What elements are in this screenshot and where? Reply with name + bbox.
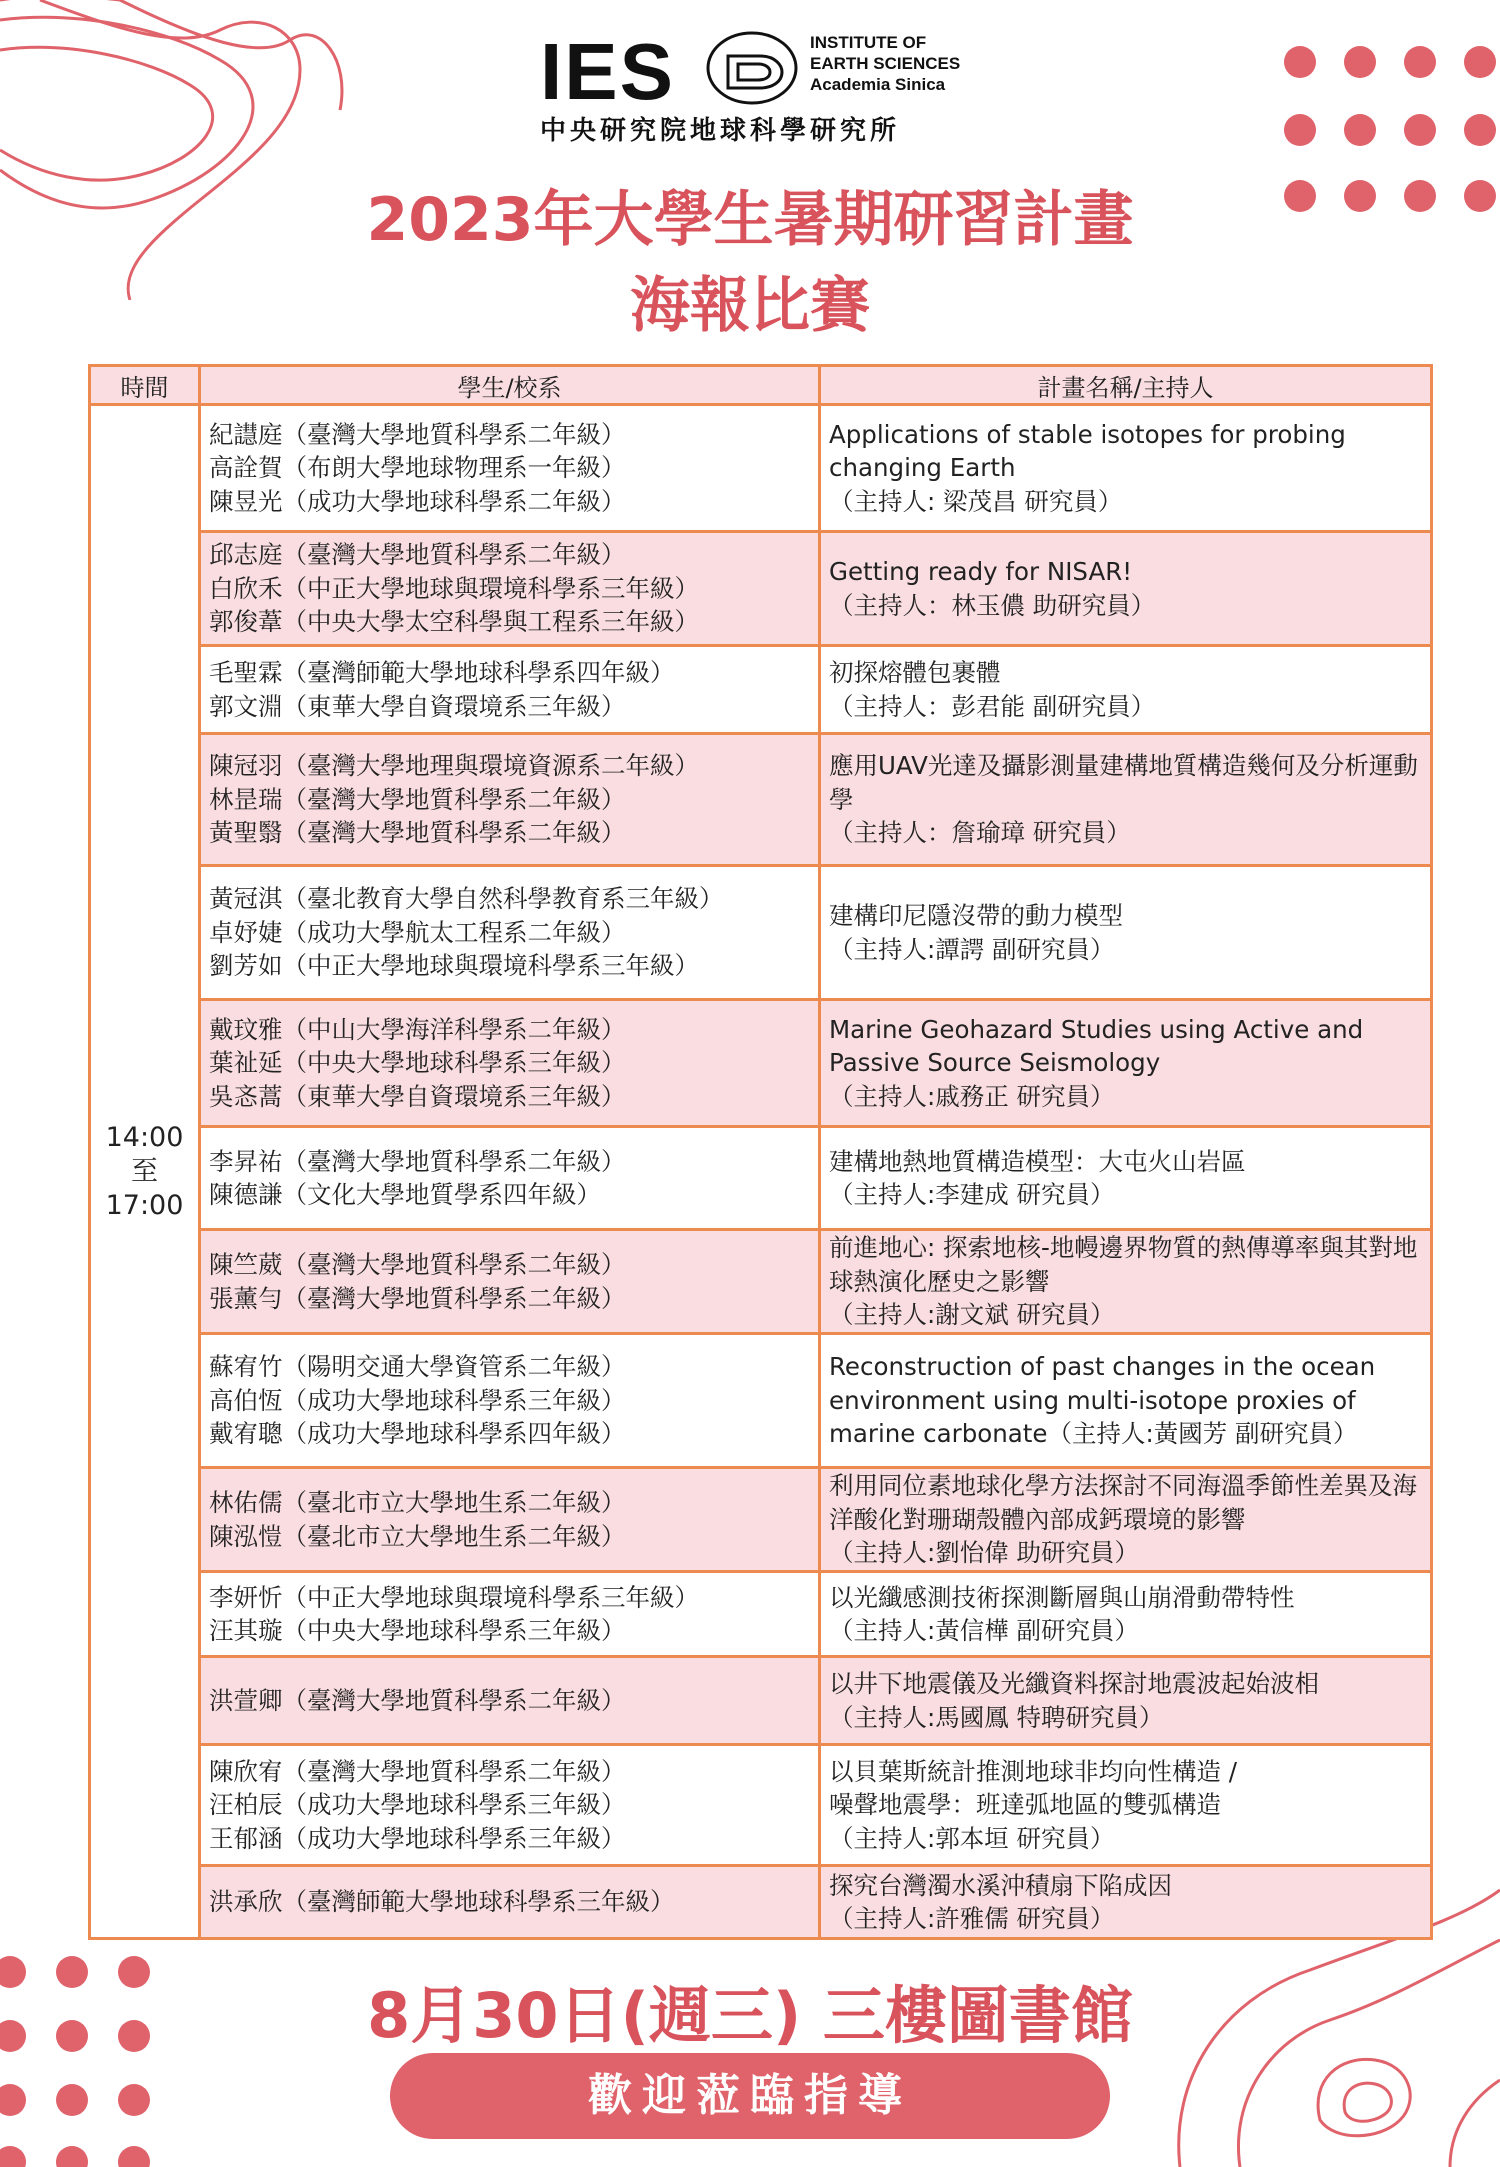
table-row bbox=[90, 405, 1432, 532]
students-cell: 戴玟雅（中山大學海洋科學系二年級） 葉祉延（中央大學地球科學系三年級） 吳忞蒿（東華大學自資環境系三年級） bbox=[200, 1000, 820, 1127]
project-cell: 以井下地震儀及光纖資料探討地震波起始波相 （主持人:馬國鳳 特聘研究員） bbox=[820, 1657, 1432, 1745]
table-row bbox=[90, 1657, 1432, 1745]
students-cell: 蘇宥竹（陽明交通大學資管系二年級） 高伯恆（成功大學地球科學系三年級） 戴宥聰（成功大學地球科學系四年級） bbox=[200, 1334, 820, 1468]
table-row bbox=[90, 866, 1432, 1000]
table-row bbox=[90, 1000, 1432, 1127]
project-cell: 前進地心: 探索地核-地幔邊界物質的熱傳導率與其對地球熱演化歷史之影響 （主持人:謝文斌 研究員） bbox=[820, 1230, 1432, 1334]
project-cell: 探究台灣濁水溪沖積扇下陷成因 （主持人:許雅儒 研究員） bbox=[820, 1866, 1432, 1939]
students-cell: 黃冠淇（臺北教育大學自然科學教育系三年級） 卓妤婕（成功大學航太工程系二年級） 劉芳如（中正大學地球與環境科學系三年級） bbox=[200, 866, 820, 1000]
students-cell: 李昇祐（臺灣大學地質科學系二年級） 陳德謙（文化大學地質學系四年級） bbox=[200, 1127, 820, 1230]
students-cell: 紀譿庭（臺灣大學地質科學系二年級） 高詮賀（布朗大學地球物理系一年級） 陳昱光（成功大學地球科學系二年級） bbox=[200, 405, 820, 532]
students-cell: 陳竺葳（臺灣大學地質科學系二年級） 張薰勻（臺灣大學地質科學系二年級） bbox=[200, 1230, 820, 1334]
students-cell: 洪萱卿（臺灣大學地質科學系二年級） bbox=[200, 1657, 820, 1745]
time-cell: 14:00 至 17:00 bbox=[90, 405, 200, 1939]
table-row bbox=[90, 532, 1432, 646]
header-time: 時間 bbox=[90, 366, 200, 405]
students-cell: 陳欣宥（臺灣大學地質科學系二年級） 汪柏辰（成功大學地球科學系三年級） 王郁涵（成功大學地球科學系三年級） bbox=[200, 1745, 820, 1866]
project-cell: 建構地熱地質構造模型：大屯火山岩區 （主持人:李建成 研究員） bbox=[820, 1127, 1432, 1230]
table-row bbox=[90, 1468, 1432, 1572]
table-row bbox=[90, 1745, 1432, 1866]
project-cell: Marine Geohazard Studies using Active and Passive Source Seismology （主持人:戚務正 研究員） bbox=[820, 1000, 1432, 1127]
event-date-location: 8月30日(週三) 三樓圖書館 bbox=[367, 1979, 1133, 2052]
header-project: 計畫名稱/主持人 bbox=[820, 366, 1432, 405]
table-row bbox=[90, 1866, 1432, 1939]
logo-chinese-name: 中央研究院地球科學研究所 bbox=[540, 116, 901, 146]
table-row bbox=[90, 1127, 1432, 1230]
project-cell: 初探熔體包裹體 （主持人：彭君能 副研究員） bbox=[820, 646, 1432, 734]
page-subtitle: 海報比賽 bbox=[630, 271, 870, 341]
project-cell: Reconstruction of past changes in the ocean environment using multi-isotope proxies of marine carbonate（主持人:黃國芳 副研究員） bbox=[820, 1334, 1432, 1468]
project-cell: Applications of stable isotopes for probing changing Earth （主持人: 梁茂昌 研究員） bbox=[820, 405, 1432, 532]
ies-emblem-icon bbox=[702, 28, 802, 108]
project-cell: 利用同位素地球化學方法探討不同海溫季節性差異及海洋酸化對珊瑚殼體內部成鈣環境的影響 （主持人:劉怡偉 助研究員） bbox=[820, 1468, 1432, 1572]
project-cell: 建構印尼隱沒帶的動力模型 （主持人:譚諤 副研究員） bbox=[820, 866, 1432, 1000]
project-cell: 以光纖感測技術探測斷層與山崩滑動帶特性 （主持人:黃信樺 副研究員） bbox=[820, 1572, 1432, 1657]
ies-logo bbox=[540, 26, 980, 146]
students-cell: 毛聖霖（臺灣師範大學地球科學系四年級） 郭文淵（東華大學自資環境系三年級） bbox=[200, 646, 820, 734]
table-row bbox=[90, 1572, 1432, 1657]
project-cell: 以貝葉斯統計推測地球非均向性構造 / 噪聲地震學：班達弧地區的雙弧構造 （主持人:郭本垣 研究員） bbox=[820, 1745, 1432, 1866]
page-title: 2023年大學生暑期研習計畫 bbox=[366, 185, 1134, 255]
logo-abbreviation: IES bbox=[540, 27, 675, 116]
students-cell: 陳冠羽（臺灣大學地理與環境資源系二年級） 林昰瑞（臺灣大學地質科學系二年級） 黃聖翳（臺灣大學地質科學系二年級） bbox=[200, 734, 820, 866]
table-row bbox=[90, 1334, 1432, 1468]
students-cell: 林佑儒（臺北市立大學地生系二年級） 陳泓愷（臺北市立大學地生系二年級） bbox=[200, 1468, 820, 1572]
students-cell: 邱志庭（臺灣大學地質科學系二年級） 白欣禾（中正大學地球與環境科學系三年級） 郭俊葦（中央大學太空科學與工程系三年級） bbox=[200, 532, 820, 646]
project-cell: Getting ready for NISAR! （主持人：林玉儂 助研究員） bbox=[820, 532, 1432, 646]
table-row bbox=[90, 646, 1432, 734]
table-row bbox=[90, 734, 1432, 866]
students-cell: 洪承欣（臺灣師範大學地球科學系三年級） bbox=[200, 1866, 820, 1939]
welcome-banner: 歡迎蒞臨指導 bbox=[390, 2053, 1110, 2139]
students-cell: 李妍忻（中正大學地球與環境科學系三年級） 汪其璇（中央大學地球科學系三年級） bbox=[200, 1572, 820, 1657]
logo-english-name: INSTITUTE OF EARTH SCIENCES Academia Sinica bbox=[810, 33, 961, 94]
schedule-table bbox=[88, 364, 1433, 1940]
table-header-row bbox=[90, 366, 1432, 405]
project-cell: 應用UAV光達及攝影測量建構地質構造幾何及分析運動學 （主持人：詹瑜璋 研究員） bbox=[820, 734, 1432, 866]
header-students: 學生/校系 bbox=[200, 366, 820, 405]
table-row bbox=[90, 1230, 1432, 1334]
